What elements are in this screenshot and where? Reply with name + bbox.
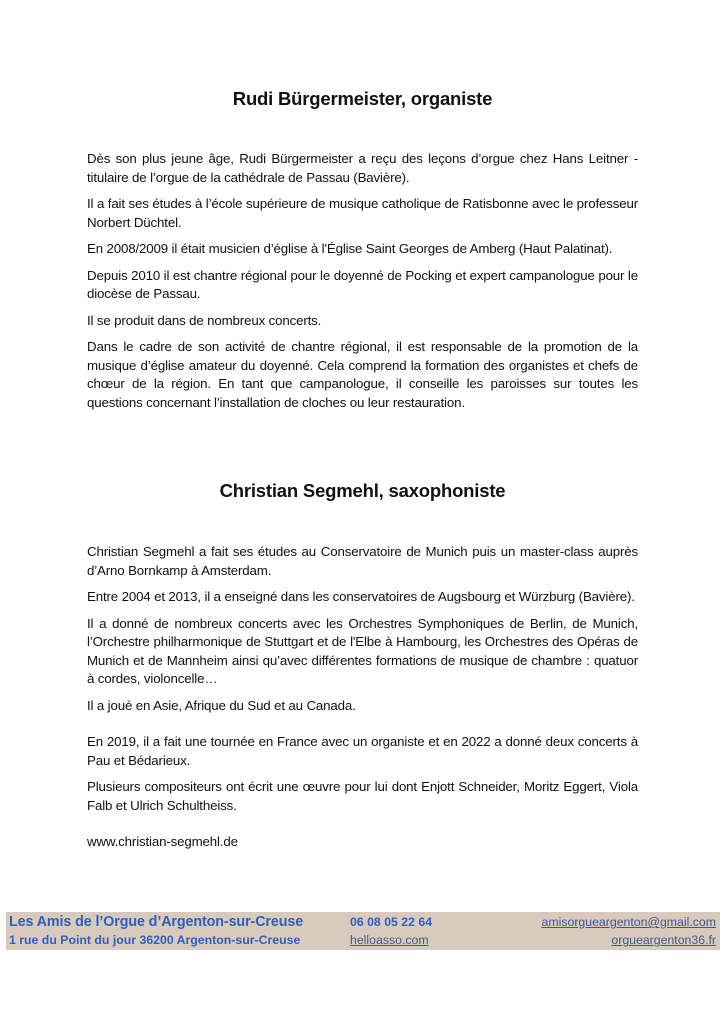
website-link-christian[interactable]: www.christian-segmehl.de (87, 834, 238, 849)
footer-phone: 06 08 05 22 64 (350, 915, 433, 929)
paragraph: Il se produit dans de nombreux concerts. (87, 312, 322, 328)
paragraph: Dès son plus jeune âge, Rudi Bürgermeister a reçu des leçons d’orgue chez Hans Leitner - titulaire de l’orgue de la cathédrale de Passau (Bavière). (87, 151, 638, 185)
paragraph: Il a donné de nombreux concerts avec les Orchestres Symphoniques de Berlin, de Munich, l’Orchestre philharmonique de Stuttgart et de l'Elbe à Hambourg, les Orchestres des Opéras de Munich et de Mannheim ainsi qu’avec différentes formations de musique de chambre : quatuor à cordes, violoncelle… (87, 615, 638, 686)
section-christian-body (87, 543, 638, 860)
paragraph: Christian Segmehl a fait ses études au Conservatoire de Munich puis un master-class auprès d’Arno Bornkamp à Amsterdam. (87, 544, 638, 578)
paragraph: En 2008/2009 il était musicien d’église à l'Église Saint Georges de Amberg (Haut Palatinat). (87, 241, 613, 256)
footer-address: 1 rue du Point du jour 36200 Argenton-sur-Creuse (9, 933, 301, 947)
footer-band (6, 912, 720, 950)
section-rudi-body (87, 150, 638, 420)
paragraph: Plusieurs compositeurs ont écrit une œuvre pour lui dont Enjott Schneider, Moritz Eggert, Viola Falb et Ulrich Schultheiss. (87, 779, 638, 813)
paragraph: En 2019, il a fait une tournée en France avec un organiste et en 2022 a donné deux concerts à Pau et Bédarieux. (87, 734, 638, 768)
footer-email-link[interactable]: amisorgueargenton@gmail.com (541, 915, 716, 929)
paragraph: Il a fait ses études à l’école supérieure de musique catholique de Ratisbonne avec le professeur Norbert Düchtel. (87, 196, 638, 230)
paragraph: Depuis 2010 il est chantre régional pour le doyenné de Pocking et expert campanologue pour le diocèse de Passau. (87, 267, 638, 301)
section-heading-christian: Christian Segmehl, saxophoniste (219, 480, 506, 501)
footer-website-link[interactable]: orgueargenton36.fr (611, 933, 716, 947)
section-heading-rudi: Rudi Bürgermeister, organiste (232, 88, 493, 109)
paragraph: Dans le cadre de son activité de chantre régional, il est responsable de la promotion de la musique d’église amateur du doyenné. Cela comprend la formation des organistes et chefs de chœur de la région. En tant que campanologue, il conseille les paroisses sur toutes les questions concernant l’installation de cloches ou leur restauration. (87, 339, 638, 410)
paragraph: Entre 2004 et 2013, il a enseigné dans les conservatoires de Augsbourg et Würzburg (Bavière). (87, 589, 635, 604)
paragraph: Il a joué en Asie, Afrique du Sud et au Canada. (87, 697, 356, 713)
footer-helloasso-link[interactable]: helloasso.com (350, 933, 429, 947)
footer-org-name: Les Amis de l’Orgue d’Argenton-sur-Creuse (9, 914, 304, 930)
